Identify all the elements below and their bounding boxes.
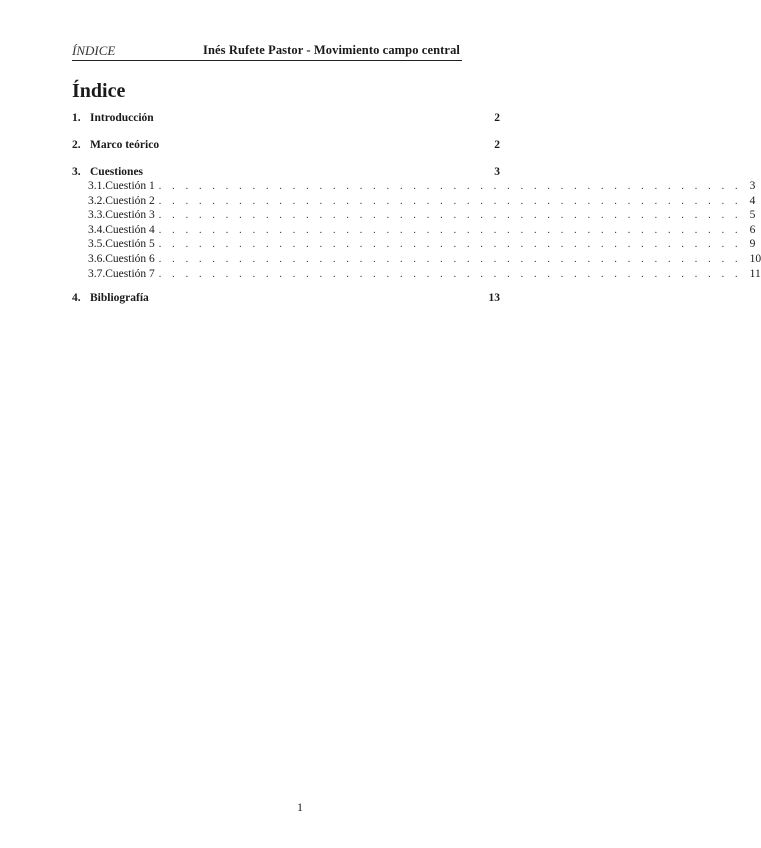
toc-subsection-cuestion-3[interactable] (72, 209, 756, 224)
toc-subsection-cuestion-5[interactable] (72, 238, 756, 253)
table-of-contents (72, 112, 761, 306)
toc-dot-leader: . . . . . . . . . . . . . . . . . . . . . . . . . . . . . . . . . . . . . . . . . . . . (158, 239, 742, 251)
toc-section-bibliografia[interactable] (72, 292, 500, 306)
toc-section-page: 13 (488, 292, 500, 305)
toc-subsection-label: Cuestión 2 (105, 194, 155, 207)
toc-subsection-label: Cuestión 7 (105, 267, 155, 280)
toc-subsection-page: 5 (749, 209, 756, 222)
toc-section-cuestiones[interactable] (72, 166, 500, 180)
header-section-title: ÍNDICE (72, 43, 116, 58)
toc-section-number: 2. (72, 139, 81, 151)
toc-subsection-page: 9 (749, 238, 756, 251)
toc-subsection-label: Cuestión 6 (105, 252, 155, 265)
toc-section-introduccion[interactable] (72, 112, 500, 126)
toc-subsection-label: Cuestión 5 (105, 238, 155, 251)
toc-subsection-number: 3.7. (88, 267, 106, 280)
toc-section-number: 3. (72, 166, 81, 178)
toc-subsection-page: 3 (749, 180, 756, 192)
toc-dot-leader: . . . . . . . . . . . . . . . . . . . . . . . . . . . . . . . . . . . . . . . . . . . . (158, 181, 742, 192)
toc-subsection-page: 4 (749, 194, 756, 207)
toc-dot-leader: . . . . . . . . . . . . . . . . . . . . . . . . . . . . . . . . . . . . . . . . . . . . (158, 224, 742, 236)
toc-section-marco-teorico[interactable] (72, 139, 500, 153)
toc-subsection-cuestion-1[interactable] (72, 180, 756, 195)
running-header (72, 40, 462, 61)
toc-section-label: Bibliografía (90, 292, 149, 305)
toc-dot-leader: . . . . . . . . . . . . . . . . . . . . . . . . . . . . . . . . . . . . . . . . . . . . (158, 210, 742, 222)
toc-dot-leader: . . . . . . . . . . . . . . . . . . . . . . . . . . . . . . . . . . . . . . . . . . . . (158, 253, 742, 265)
toc-subsection-number: 3.4. (88, 223, 106, 236)
toc-section-number: 1. (72, 112, 81, 124)
page-number: 1 (297, 800, 303, 814)
toc-subsection-cuestion-4[interactable] (72, 223, 756, 239)
page-title: Índice (72, 80, 126, 102)
toc-section-page: 3 (494, 166, 500, 178)
toc-subsection-number: 3.6. (88, 252, 106, 265)
toc-subsection-page: 6 (749, 223, 756, 236)
toc-dot-leader: . . . . . . . . . . . . . . . . . . . . . . . . . . . . . . . . . . . . . . . . . . . . (158, 195, 742, 207)
toc-subsection-page: 10 (749, 252, 761, 265)
toc-subsection-page: 11 (749, 267, 761, 280)
toc-dot-leader: . . . . . . . . . . . . . . . . . . . . . . . . . . . . . . . . . . . . . . . . . . . . (158, 268, 742, 280)
toc-section-page: 2 (494, 112, 500, 124)
toc-subsection-number: 3.2. (88, 194, 106, 207)
toc-subsection-cuestion-7[interactable] (72, 267, 761, 283)
toc-section-label: Cuestiones (90, 166, 144, 178)
toc-section-label: Marco teórico (90, 139, 160, 151)
header-author-title: Inés Rufete Pastor - Movimiento campo central (203, 43, 460, 57)
toc-section-number: 4. (72, 292, 81, 305)
toc-subsection-number: 3.5. (88, 238, 106, 251)
toc-subsection-label: Cuestión 1 (105, 180, 155, 192)
toc-subsection-label: Cuestión 3 (105, 209, 155, 222)
toc-subsection-number: 3.1. (88, 180, 106, 192)
toc-section-label: Introducción (90, 112, 154, 124)
toc-subsection-label: Cuestión 4 (105, 223, 155, 236)
toc-section-page: 2 (494, 139, 500, 151)
toc-subsection-cuestion-2[interactable] (72, 194, 756, 210)
toc-subsection-number: 3.3. (88, 209, 106, 222)
toc-subsection-cuestion-6[interactable] (72, 252, 761, 268)
